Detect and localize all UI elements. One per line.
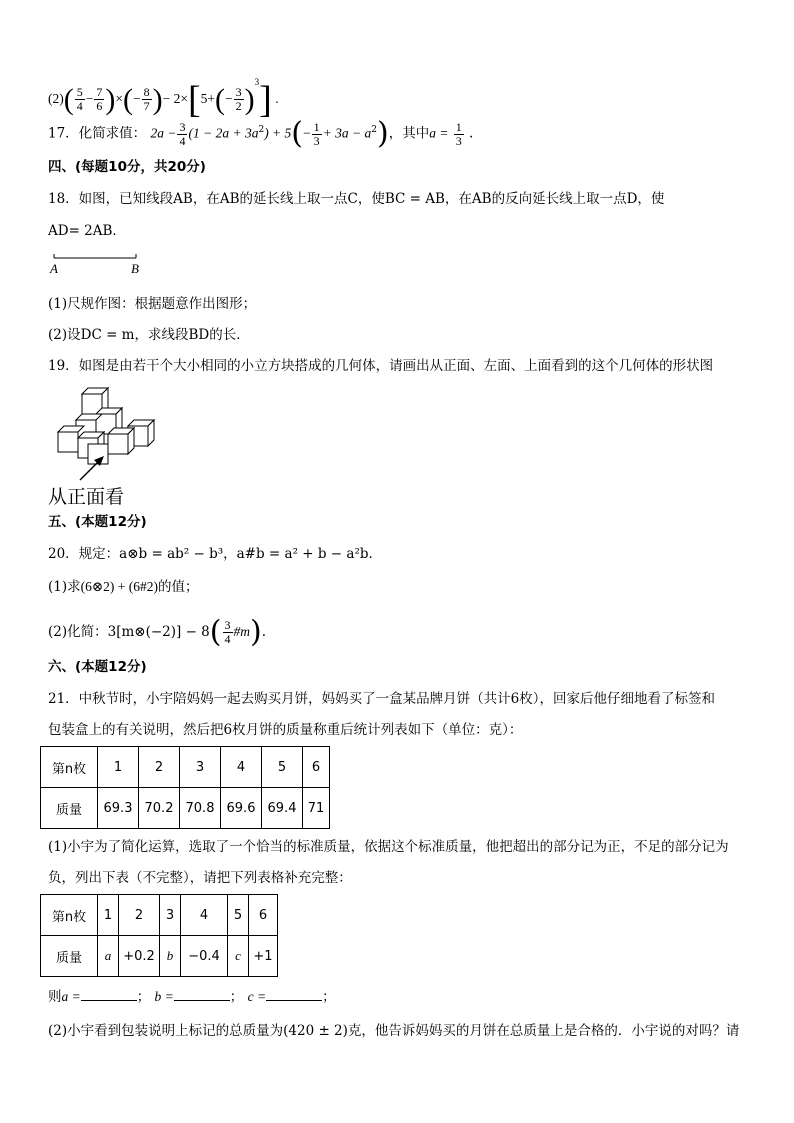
table-cell: 69.6 [221,788,262,829]
fraction: $\frac{3}{4}$ [224,618,231,646]
blank-a-label: a = [61,989,81,1004]
q21-sub1-line2: 负，列出下表（不完整），请把下列表格补充完整： [48,870,352,886]
q18-line2: AD= 2AB． [48,223,126,239]
label-a: A [50,261,58,276]
table-cell: 6 [303,747,330,788]
blank-prefix: 则 [48,989,62,1005]
fraction: $\frac{3}{4}$ [179,119,186,148]
fraction: $\frac{1}{3}$ [313,119,320,148]
section-heading-5: 五、(本题12分) [48,514,147,530]
table-cell: 质量 [41,788,98,829]
q20-sub1-prefix: (1)求 [48,579,81,595]
table-cell: 5 [228,895,249,936]
fraction: $\frac{7}{6}$ [96,85,103,114]
q17-prompt: 17．化简求值： [48,125,147,142]
table-cell: 2 [119,895,160,936]
table-cell: 3 [180,747,221,788]
table-cell: 1 [98,895,119,936]
q18-sub2: (2)设DC = m，求线段BD的长． [48,327,250,343]
q20-sub1 [48,578,199,596]
q17-aeq: a = [429,125,449,141]
table-cell: 1 [98,747,139,788]
view-direction-caption: 从正面看 [48,486,125,508]
q19-text: 19．如图是由若干个大小相同的小立方块搭成的几何体，请画出从正面、左面、上面看到的这个几何体的形状图 [48,358,714,374]
table-cell: a [98,936,119,977]
table-cell: 3 [160,895,181,936]
section-heading-6: 六、(本题12分) [48,659,147,675]
table-row [41,747,330,788]
separator: ； [229,989,244,1005]
table-cell: 70.8 [180,788,221,829]
q21-line1: 21．中秋节时，小宇陪妈妈一起去购买月饼，妈妈买了一盒某品牌月饼（共计6枚），回家后他仔细地看了标签和 [48,691,716,707]
table-cell: +0.2 [119,936,160,977]
mooncake-deviation-table [40,894,278,977]
q17-term: (1 − 2a + 3a [188,125,259,141]
table-cell: 质量 [41,936,98,977]
table-cell: 69.4 [262,788,303,829]
blank-c-label: c = [247,989,267,1004]
label-b: B [131,261,139,276]
q17-term: 2a − [150,125,177,141]
q17-term: ) + 5 [264,125,292,141]
table-cell: 第n枚 [41,747,98,788]
fraction: $\frac{8}{7}$ [143,85,150,114]
q20-sub2-op: #m [233,624,250,639]
table-cell: 第n枚 [41,895,98,936]
table-cell: 6 [249,895,278,936]
q20-sub2-expr: (2)化简：3[m⊗(−2)] − 8 [48,624,210,640]
q21-sub2-line: (2)小宇看到包装说明上标记的总质量为(420 ± 2)克，他告诉妈妈买的月饼在总质量上是合格的．小宇说的对吗？请 [48,1023,740,1039]
table-cell: b [160,936,181,977]
table-cell: 5 [262,747,303,788]
table-row [41,788,330,829]
table-cell: +1 [249,936,278,977]
separator: ； [322,989,336,1005]
table-cell: 70.2 [139,788,180,829]
table-cell: 4 [221,747,262,788]
mooncake-weight-table [40,746,330,829]
fraction: $\frac{5}{4}$ [76,85,83,114]
table-cell: c [228,936,249,977]
q21-line2: 包装盒上的有关说明，然后把6枚月饼的质量称重后统计列表如下（单位：克）： [48,722,523,738]
table-cell: 71 [303,788,330,829]
fraction: $\frac{1}{3}$ [455,119,462,148]
table-cell: 4 [181,895,228,936]
q20-sub2: (2)化简：3[m⊗(−2)] − 8( $\frac{3}{4}$ #m). [48,614,267,650]
blank-b-input[interactable] [174,988,230,1001]
blank-a-input[interactable] [81,988,137,1001]
q17-where: ，其中 [388,125,430,142]
table-cell: 2 [139,747,180,788]
q18-sub1: (1)尺规作图：根据题意作出图形； [48,296,257,312]
table-cell: −0.4 [181,936,228,977]
q16-expression: (2)( $\frac{5}{4}$ − $\frac{7}{6}$ )×(− $\frac{8}{7}$ )− 2×[5+(− $\frac{3}{2}$ )$^3$] . [48,77,279,121]
q20-sub1-expr: (6⊗2) + (6#2) [80,579,159,594]
q16-label: (2) [48,91,64,106]
fraction: $\frac{3}{2}$ [235,85,242,114]
blank-b-label: b = [154,989,174,1004]
table-cell: 69.3 [98,788,139,829]
separator: ； [136,989,151,1005]
table-row [41,895,278,936]
blank-c-input[interactable] [266,988,322,1001]
section-heading-4: 四、(每题10分，共20分) [48,159,206,175]
table-row [41,936,278,977]
q20-sub1-suffix: 的值； [158,579,199,595]
q17-term: + 3a − a [322,125,372,141]
q17-line: 17．化简求值： 2a − $\frac{3}{4}$ $(1 - 2a + 3a^2) + 5(-$ $\frac{1}{3}$ + $3a - a^2$)，其中a = $\frac{1}{3}$ . [48,116,474,151]
cube-solid-figure [52,382,162,482]
q20-definition: 20．规定：a⊗b = ab² − b³，a#b = a² + b − a²b． [48,546,383,562]
q21-answer-blanks [48,988,336,1006]
q18-line1: 18．如图，已知线段AB，在AB的延长线上取一点C，使BC = AB，在AB的反向延长线上取一点D，使 [48,191,665,207]
q21-sub1-line1: (1)小宇为了简化运算，选取了一个恰当的标准质量，依据这个标准质量，他把超出的部分记为正，不足的部分记为 [48,839,729,855]
